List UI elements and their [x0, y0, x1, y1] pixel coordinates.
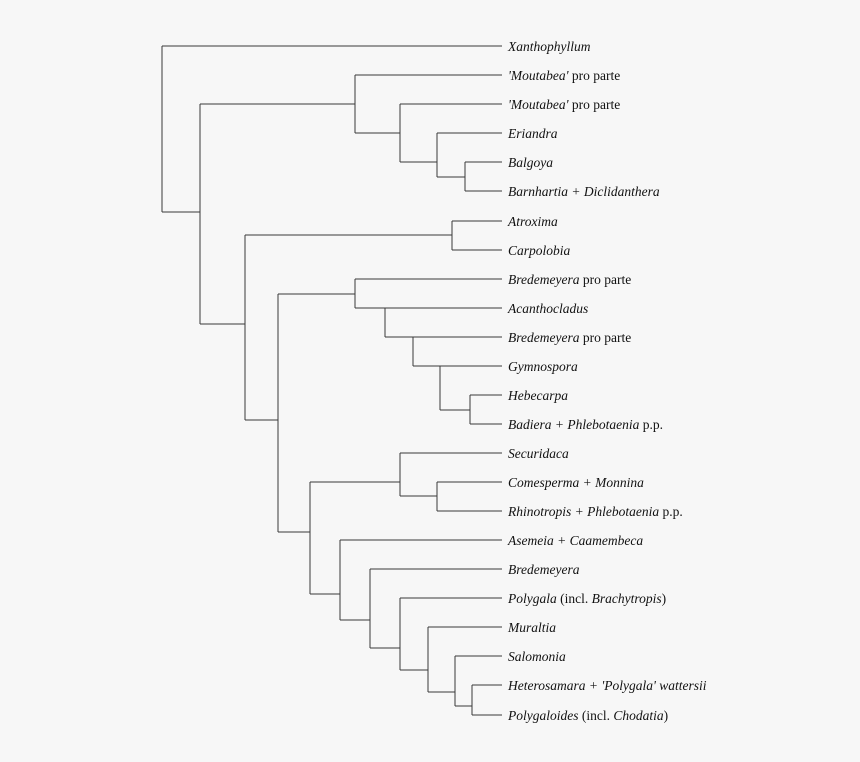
tip-label-badiera-phlebotaenia: Badiera + Phlebotaenia p.p. — [508, 417, 663, 432]
tip-label-moutabea-pp-2: 'Moutabea' pro parte — [508, 97, 621, 112]
tip-label-barnhartia-diclidanthera: Barnhartia + Diclidanthera — [508, 184, 660, 199]
tip-label-bredemeyera-pp-2: Bredemeyera pro parte — [508, 330, 632, 345]
tip-label-securidaca: Securidaca — [508, 446, 569, 461]
tip-label-asemeia-caamembeca: Asemeia + Caamembeca — [508, 533, 644, 548]
tip-label-hebecarpa: Hebecarpa — [508, 388, 568, 403]
tip-label-balgoya: Balgoya — [508, 155, 553, 170]
tip-label-gymnospora: Gymnospora — [508, 359, 578, 374]
tip-label-carpolobia: Carpolobia — [508, 243, 571, 258]
tip-label-xanthophyllum: Xanthophyllum — [508, 39, 591, 54]
tip-label-bredemeyera: Bredemeyera — [508, 562, 580, 577]
tip-label-moutabea-pp-1: 'Moutabea' pro parte — [508, 68, 621, 83]
tip-label-atroxima: Atroxima — [508, 214, 558, 229]
tip-label-comesperma-monnina: Comesperma + Monnina — [508, 475, 644, 490]
tip-label-bredemeyera-pp-1: Bredemeyera pro parte — [508, 272, 632, 287]
tip-label-heterosamara: Heterosamara + 'Polygala' wattersii — [508, 678, 707, 693]
tip-label-muraltia: Muraltia — [508, 620, 557, 635]
tip-label-polygala: Polygala (incl. Brachytropis) — [508, 591, 667, 606]
tip-label-rhinotropis-phlebotaenia: Rhinotropis + Phlebotaenia p.p. — [508, 504, 683, 519]
tip-label-acanthocladus: Acanthocladus — [508, 301, 589, 316]
tip-label-polygaloides: Polygaloides (incl. Chodatia) — [508, 708, 669, 723]
tip-label-eriandra: Eriandra — [508, 126, 558, 141]
tip-label-salomonia: Salomonia — [508, 649, 566, 664]
